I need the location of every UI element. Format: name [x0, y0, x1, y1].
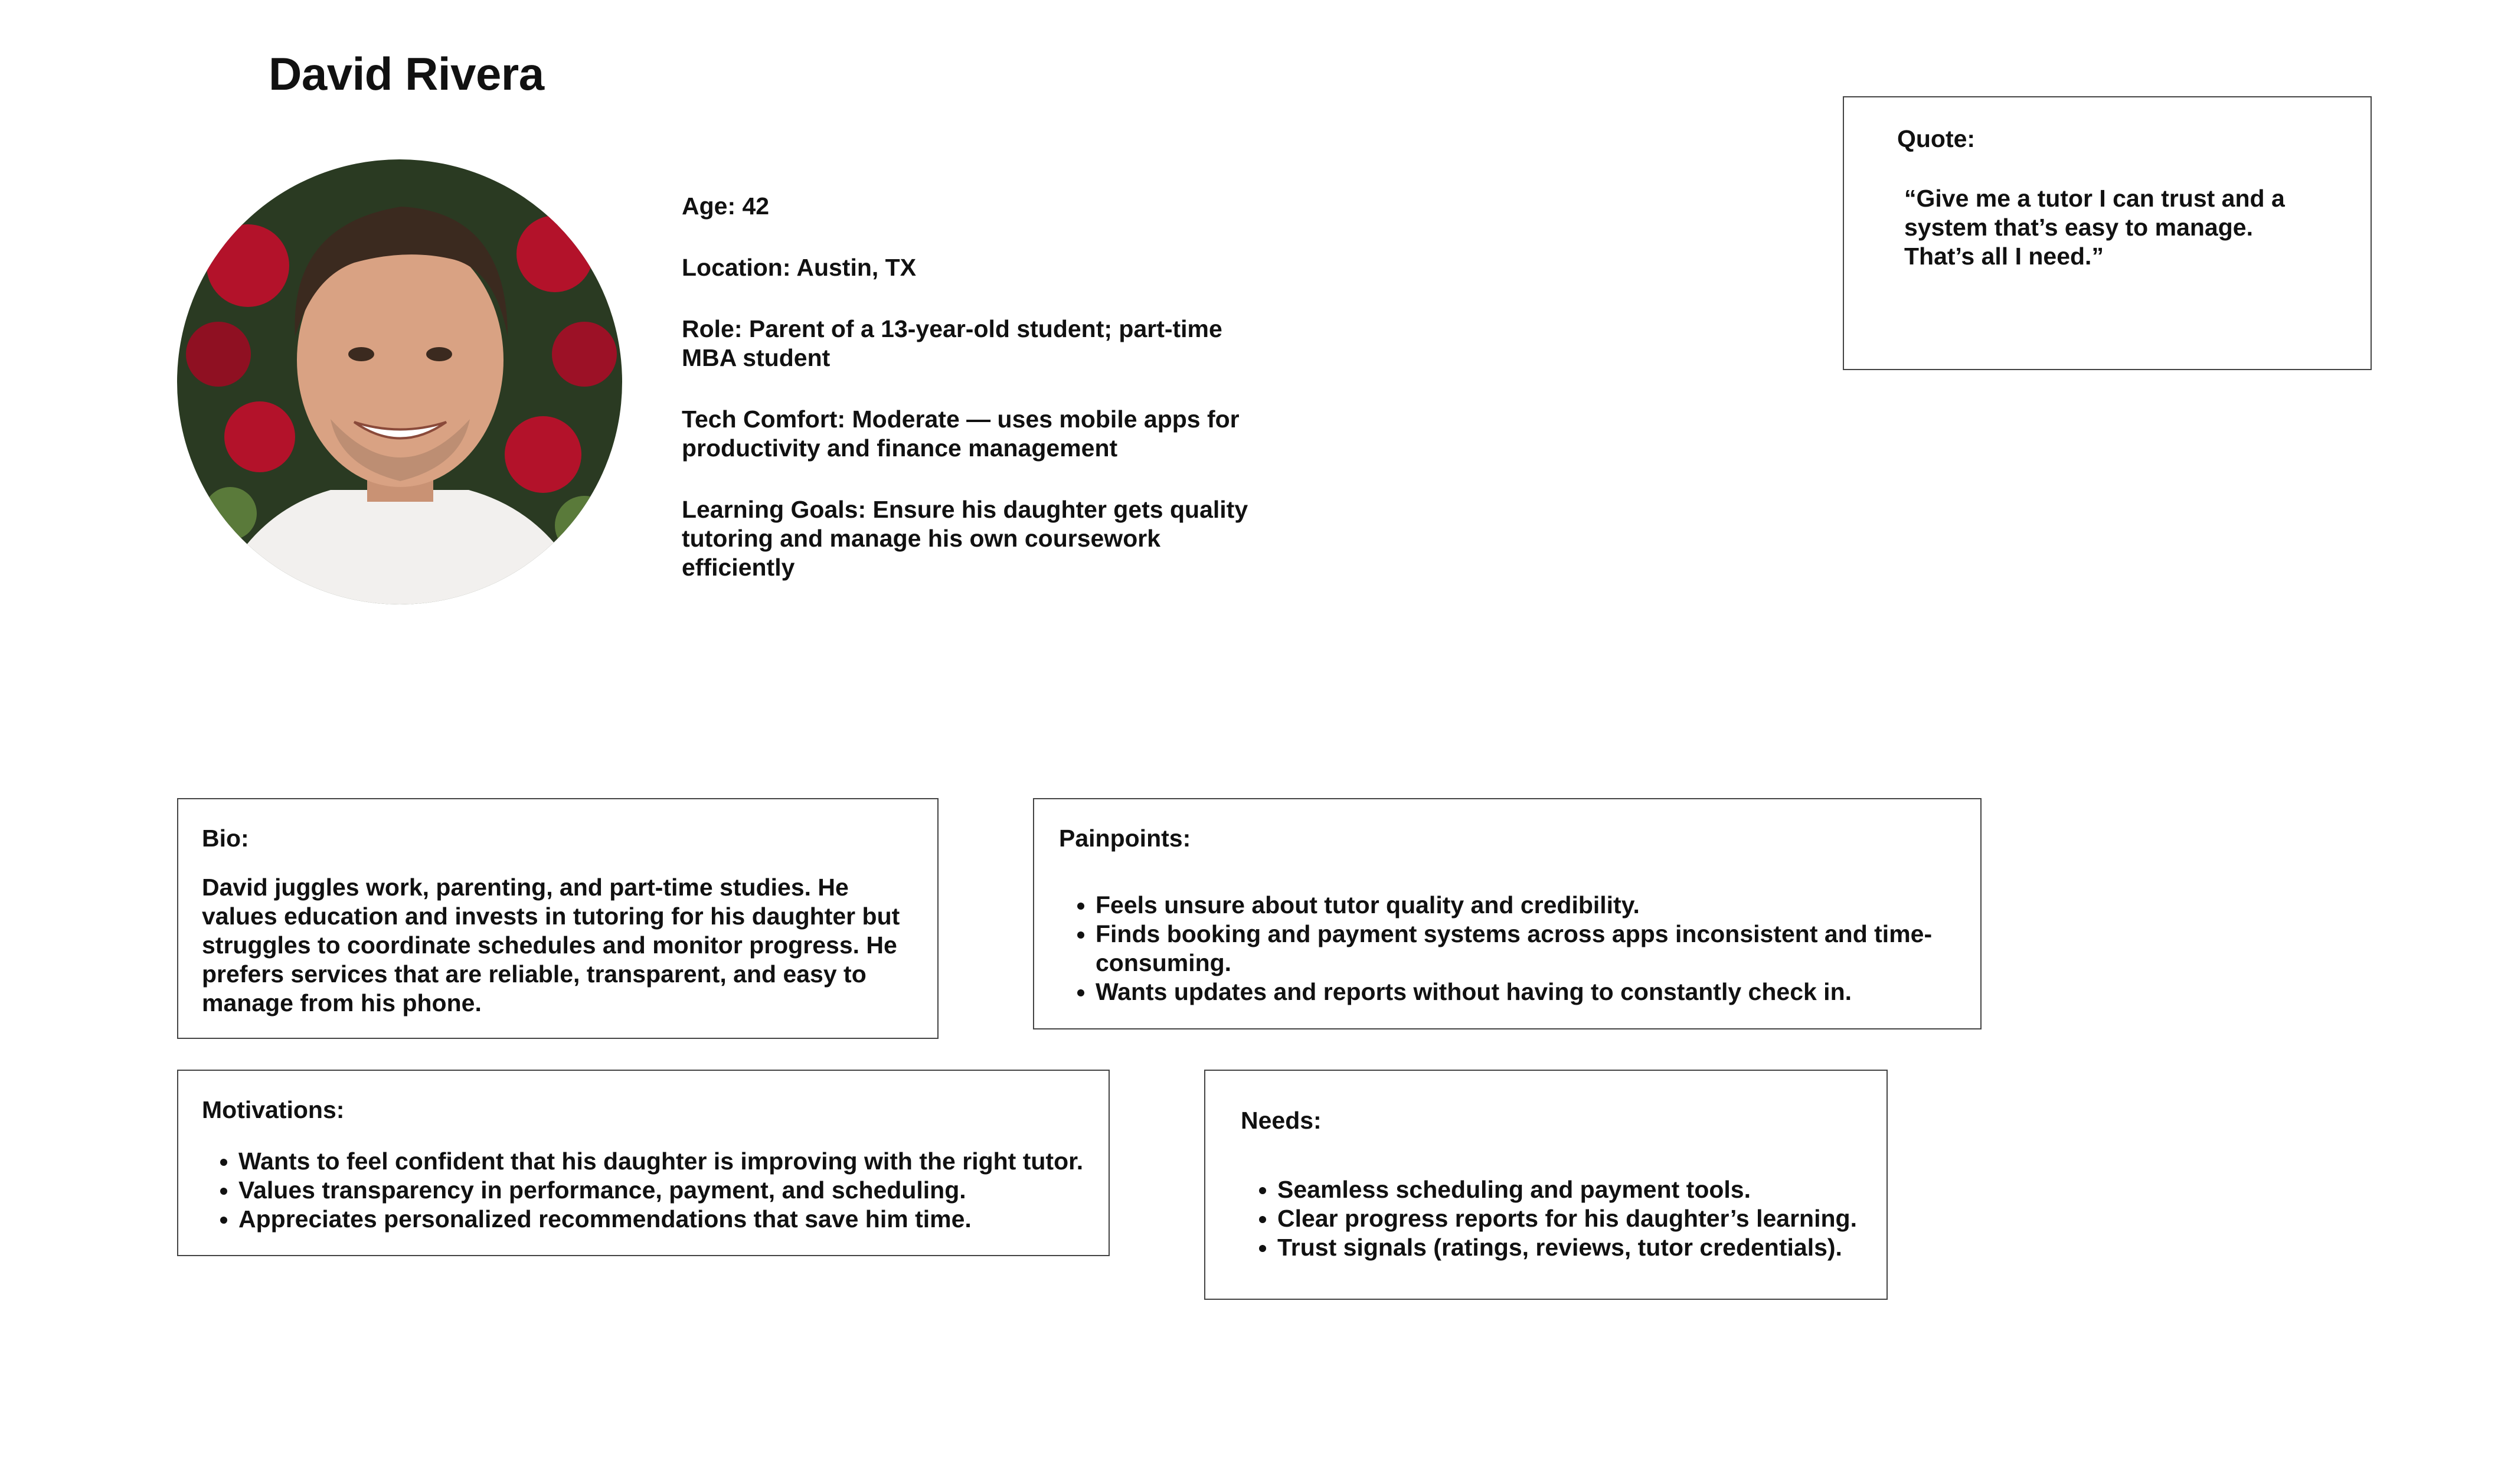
list-item: • Trust signals (ratings, reviews, tutor credentials).: [1277, 1233, 1869, 1262]
tech-comfort: Tech Comfort: Moderate — uses mobile apps for productivity and finance management: [682, 406, 1240, 462]
list-item: • Feels unsure about tutor quality and credibility.: [1096, 891, 1957, 920]
bio-label: Bio:: [202, 825, 249, 852]
list-item: • Seamless scheduling and payment tools.: [1277, 1175, 1869, 1204]
needs-list: [1241, 1175, 1869, 1262]
painpoints-box: [1033, 798, 1982, 1029]
person-photo-icon: [177, 159, 622, 604]
painpoints-label: Painpoints:: [1059, 825, 1191, 852]
bio-text: David juggles work, parenting, and part-time studies. He values education and invests in tutoring for his daughter but struggles to coordinate schedules and monitor progress. He prefers services that are reliable, transparent, and easy to manage from his phone.: [202, 874, 900, 1016]
motivations-label: Motivations:: [202, 1096, 345, 1123]
needs-label: Needs:: [1241, 1107, 1322, 1134]
role: Role: Parent of a 13-year-old student; part-time MBA student: [682, 315, 1222, 371]
quote-text: “Give me a tutor I can trust and a system that’s easy to manage. That’s all I need.”: [1904, 185, 2285, 270]
motivations-list: [202, 1147, 1091, 1234]
list-item: • Values transparency in performance, payment, and scheduling.: [238, 1176, 1091, 1205]
list-item: • Clear progress reports for his daughter’s learning.: [1277, 1204, 1869, 1233]
list-item: • Appreciates personalized recommendations that save him time.: [238, 1205, 1091, 1234]
list-item: • Wants updates and reports without having to constantly check in.: [1096, 978, 1957, 1006]
quote-label: Quote:: [1897, 125, 1976, 152]
persona-name: David Rivera: [269, 48, 544, 100]
motivations-box: [177, 1070, 1110, 1256]
list-item: • Wants to feel confident that his daughter is improving with the right tutor.: [238, 1147, 1091, 1176]
list-item: • Finds booking and payment systems across apps inconsistent and time-consuming.: [1096, 920, 1957, 978]
age: Age: 42: [682, 192, 770, 220]
painpoints-list: [1059, 891, 1957, 1006]
quote-box: [1843, 96, 2372, 370]
bio-box: [177, 798, 939, 1039]
needs-box: [1204, 1070, 1888, 1300]
learning-goals: Learning Goals: Ensure his daughter gets quality tutoring and manage his own coursework efficiently: [682, 496, 1248, 581]
location: Location: Austin, TX: [682, 254, 917, 281]
persona-info: [682, 192, 1278, 614]
avatar: [177, 159, 622, 604]
